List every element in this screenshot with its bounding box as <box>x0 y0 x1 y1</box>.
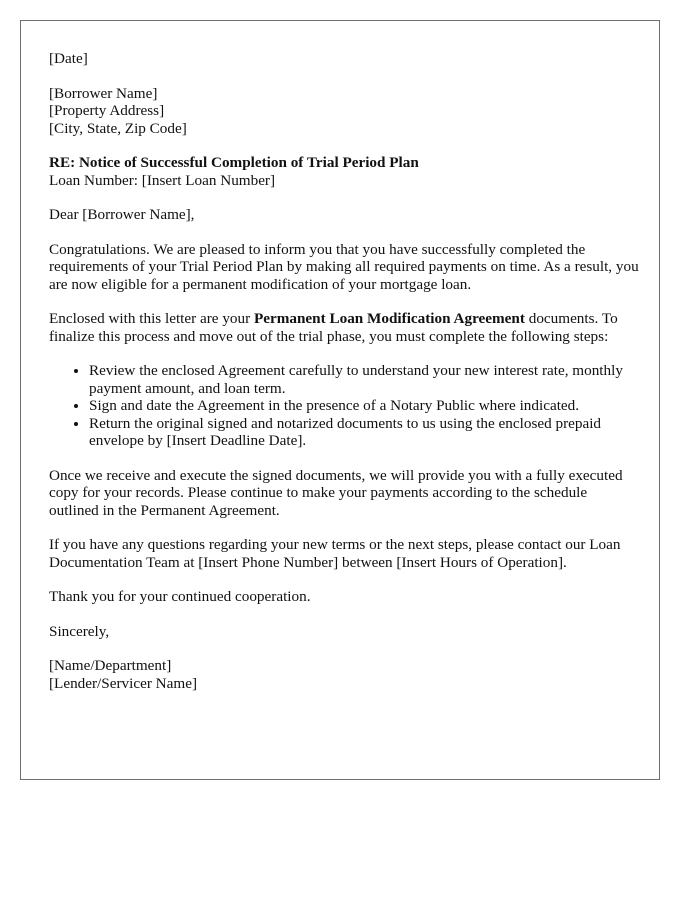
paragraph-enclosed-intro: Enclosed with this letter are your <box>49 310 254 327</box>
list-item: • Return the original signed and notarized documents to us using the enclosed prepaid envelope by [Insert Deadline Date]. <box>89 415 639 450</box>
subject-block <box>49 154 639 189</box>
agreement-title: Permanent Loan Modification Agreement <box>253 310 525 327</box>
subject-line: RE: Notice of Successful Completion of Trial Period Plan <box>49 154 419 171</box>
thank-you-line: Thank you for your continued cooperation. <box>49 588 311 605</box>
paragraph-completion-notice: Congratulations. We are pleased to inform you that you have successfully completed the requirements of your Trial Period Plan by making all required payments on time. As a result, you are now eligible for a permanent modification of your mortgage loan. <box>49 240 639 293</box>
paragraph-enclosed-rest: documents. To finalize this process and move out of the trial phase, you must complete the following steps: <box>49 310 618 345</box>
paragraph-contact-info: If you have any questions regarding your new terms or the next steps, please contact our Loan Documentation Team at [Insert Phone Number] between [Insert Hours of Operation]. <box>49 536 621 571</box>
list-item: • Review the enclosed Agreement carefully to understand your new interest rate, monthly payment amount, and loan term. <box>89 362 639 397</box>
list-item: • Sign and date the Agreement in the presence of a Notary Public where indicated. <box>89 397 639 415</box>
letter-date: [Date] <box>49 50 88 67</box>
salutation: Dear [Borrower Name], <box>49 206 195 223</box>
signature-lender: [Lender/Servicer Name] <box>49 674 197 692</box>
letter-page <box>20 20 660 780</box>
recipient-name: [Borrower Name] <box>49 84 158 102</box>
signature-department: [Name/Department] <box>49 657 172 674</box>
paragraph-next-steps: Once we receive and execute the signed documents, we will provide you with a fully executed copy for your records. Please continue to make your payments according to the schedule outlined in the Permanent Agreement. <box>49 466 623 519</box>
signature-block <box>49 657 639 692</box>
recipient-address-block <box>49 85 639 138</box>
closing: Sincerely, <box>49 622 110 640</box>
recipient-city-state-zip: [City, State, Zip Code] <box>49 119 187 137</box>
loan-number: Loan Number: [Insert Loan Number] <box>49 171 276 189</box>
paragraph-enclosed-documents <box>49 310 639 345</box>
recipient-property-address: [Property Address] <box>49 102 165 119</box>
steps-list <box>49 362 639 450</box>
letter-body <box>49 50 639 709</box>
